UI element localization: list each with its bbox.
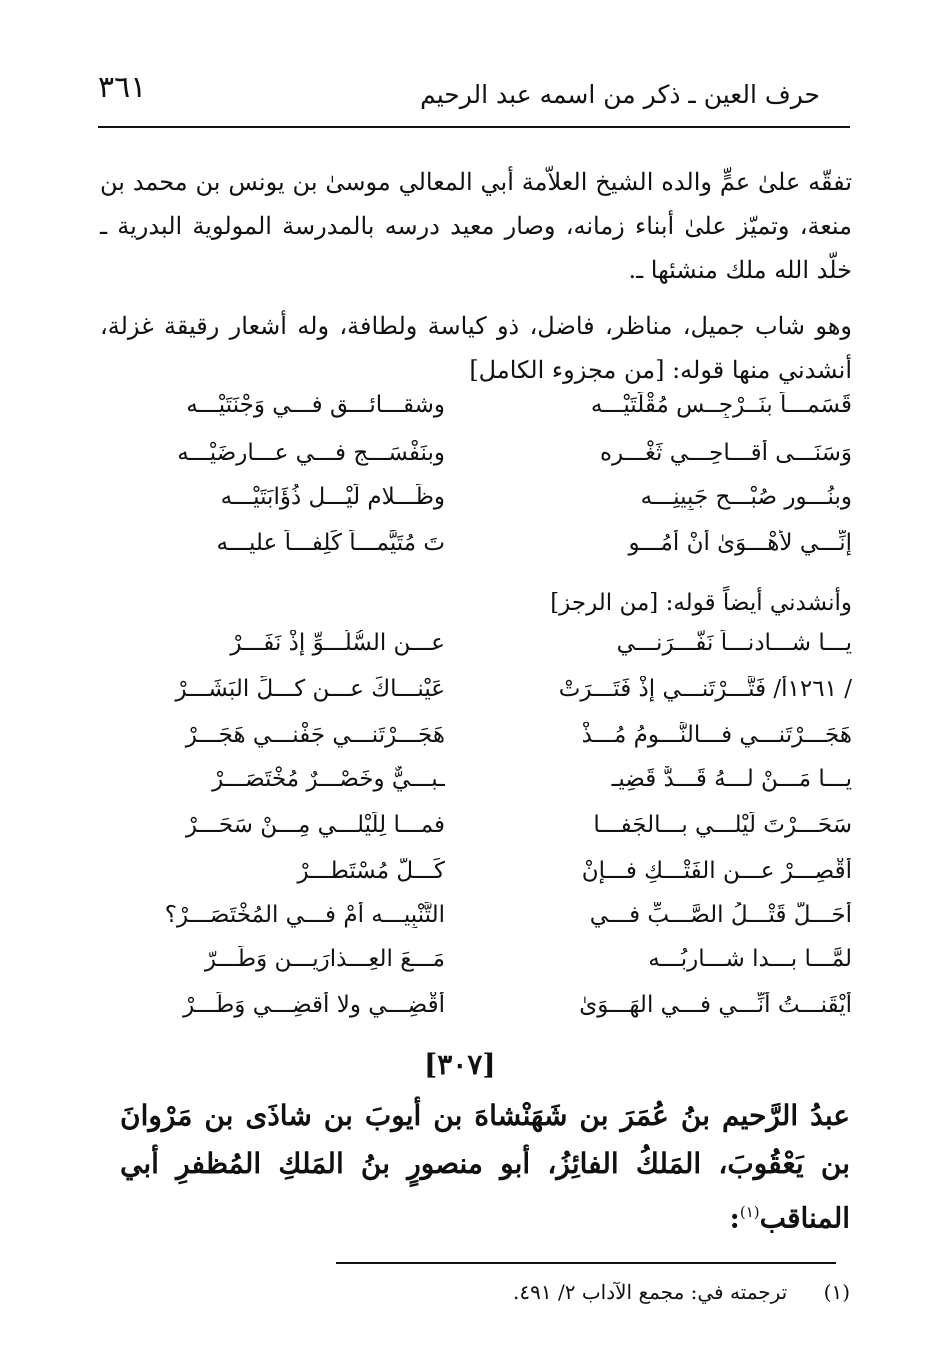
verse-second-hemistich: فمـــا لِلَيْلـــي مِـــنْ سَحَـــرْ (185, 812, 445, 838)
verse-first-hemistich: يـــا شـــادنـــاً نَفَّـــرَنـــي (616, 630, 852, 656)
verse-first-hemistich: أحَـــلَّ قَتْـــلُ الصَّـــبِّ فـــي (589, 902, 852, 928)
verse-second-hemistich: وبنَفْسَـــجٍ فـــي عـــارِضَيْـــه (177, 440, 445, 466)
verse-line (100, 676, 852, 720)
entry-heading-text: عبدُ الرَّحيم بنُ عُمَرَ بن شَهَنْشاهَ بن أيوبَ بن شاذَى بن مَرْوانَ بن يَعْقُوبَ، المَلكُ الفائِزُ، أبو منصورٍ بنُ المَلكِ المُظفرِ أبي المناقب (120, 1099, 851, 1235)
entry-heading (120, 1092, 850, 1242)
verse-second-hemistich: أقْضِـــي ولا أقضِـــي وَطَـــرْ (183, 992, 445, 1018)
verse-second-hemistich: عـــن السُّلُـــوِّ إذْ نَفَـــرْ (230, 630, 445, 656)
verse-first-hemistich: سَحَـــرْتَ لَيْلـــي بـــالجَفـــا (593, 812, 852, 838)
verse-line (100, 902, 852, 946)
verse-first-hemistich: أيْقَنـــتُ أنِّـــي فـــي الهَـــوَىٰ (579, 992, 852, 1018)
footnote (300, 1280, 850, 1304)
verse-line (100, 484, 852, 528)
verse-first-hemistich: وَسَنَـــى أقـــاحِـــي ثَغْـــرِه (600, 440, 852, 466)
paragraph-text: تفقّه علىٰ عمٍّ والده الشيخ العلاّمة أبي المعالي موسىٰ بن يونس بن محمد بن منعة، وتميّز علىٰ أبناء زمانه، وصار معيد درسه بالمدرسة المولوية البدرية ـ خلّد الله ملك منشئها ـ. (100, 168, 852, 284)
footnote-marker: (١) (823, 1280, 850, 1304)
verse-first-hemistich: لمَّـــا بـــدا شـــارِبُـــه (648, 946, 852, 972)
entry-number: [٣٠٧] (424, 1048, 496, 1081)
verse-line (100, 530, 852, 574)
verse-line (100, 946, 852, 990)
verse-first-hemistich: هَجَـــرْتَنـــي فـــالنَّـــومُ مُـــذْ (581, 722, 852, 748)
verse-second-hemistich: ـبـــيٌّ وخَصْـــرٌ مُخْتَصَـــرْ (212, 766, 445, 792)
verse-first-hemistich: / ١٢٦١أ/ فَتَّـــرْتَنـــي إذْ فَتَـــرَتْ (558, 676, 852, 702)
heading-colon: : (729, 1201, 740, 1235)
verse-first-hemistich: أقْصِـــرْ عـــن الفَتْـــكِ فـــإنْ (581, 858, 852, 884)
verse-line (100, 722, 852, 766)
running-title: حرف العين ـ ذكر من اسمه عبد الرحيم (420, 80, 820, 109)
verse-second-hemistich: كَـــلَّ مُسْتَطـــرْ (297, 858, 445, 884)
verse-first-hemistich: يـــا مَـــنْ لـــهُ قَـــدٌّ قَضِيـ (611, 766, 852, 792)
verse-line (100, 992, 852, 1036)
verse-second-hemistich: وشقـــائـــقٍ فـــي وَجْنَتَيْـــه (186, 392, 445, 418)
verse-second-hemistich: وظَـــلامِ لَيْـــلِ ذُؤَابَتَيْـــه (220, 484, 445, 510)
footnote-rule (336, 1262, 836, 1264)
verse-line (100, 440, 852, 484)
verse-first-hemistich: وبنُـــورِ صُبْـــحِ جَبِينِـــه (640, 484, 852, 510)
verse-second-hemistich: تَ مُتَيَّمـــاً كَلِفـــاً عليـــه (216, 530, 445, 556)
footnote-reference[interactable]: (١) (739, 1203, 760, 1221)
verse-second-hemistich: عَيْنـــاكَ عـــن كـــلِّ البَشَـــرْ (175, 676, 445, 702)
second-poem-intro: وأنشدني أيضاً قوله: [من الرجز] (550, 590, 852, 616)
verse-first-hemistich: إنِّـــي لأهْـــوَىٰ أنْ أمُـــو (628, 530, 852, 556)
verse-first-hemistich: قَسَمـــاً بنَــرْجِــس مُقْلَتَيْـــه (590, 392, 852, 418)
verse-second-hemistich: التَّنْبِيـــه أمْ فـــي المُخْتَصَـــرْ؟ (164, 902, 445, 928)
footnote-text: ترجمته في: مجمع الآداب ٢/ ٤٩١. (513, 1280, 788, 1304)
verse-line (100, 630, 852, 674)
poem-intro-paragraph (100, 304, 852, 392)
verse-line (100, 766, 852, 810)
verse-line (100, 858, 852, 902)
header-rule (98, 126, 850, 128)
verse-line (100, 392, 852, 436)
verse-line (100, 812, 852, 856)
page-number: ٣٦١ (98, 70, 147, 105)
biography-paragraph (100, 160, 852, 292)
verse-second-hemistich: مَـــعَ العِـــذارَيـــن وَطَـــرّ (204, 946, 445, 972)
paragraph-text: وهو شاب جميل، مناظر، فاضل، ذو كياسة ولطافة، وله أشعار رقيقة غزلة، أنشدني منها قوله: [من مجزوء الكامل] (100, 312, 852, 384)
verse-second-hemistich: هَجَـــرْتَنـــي جَفْنـــي هَجَـــرْ (185, 722, 445, 748)
